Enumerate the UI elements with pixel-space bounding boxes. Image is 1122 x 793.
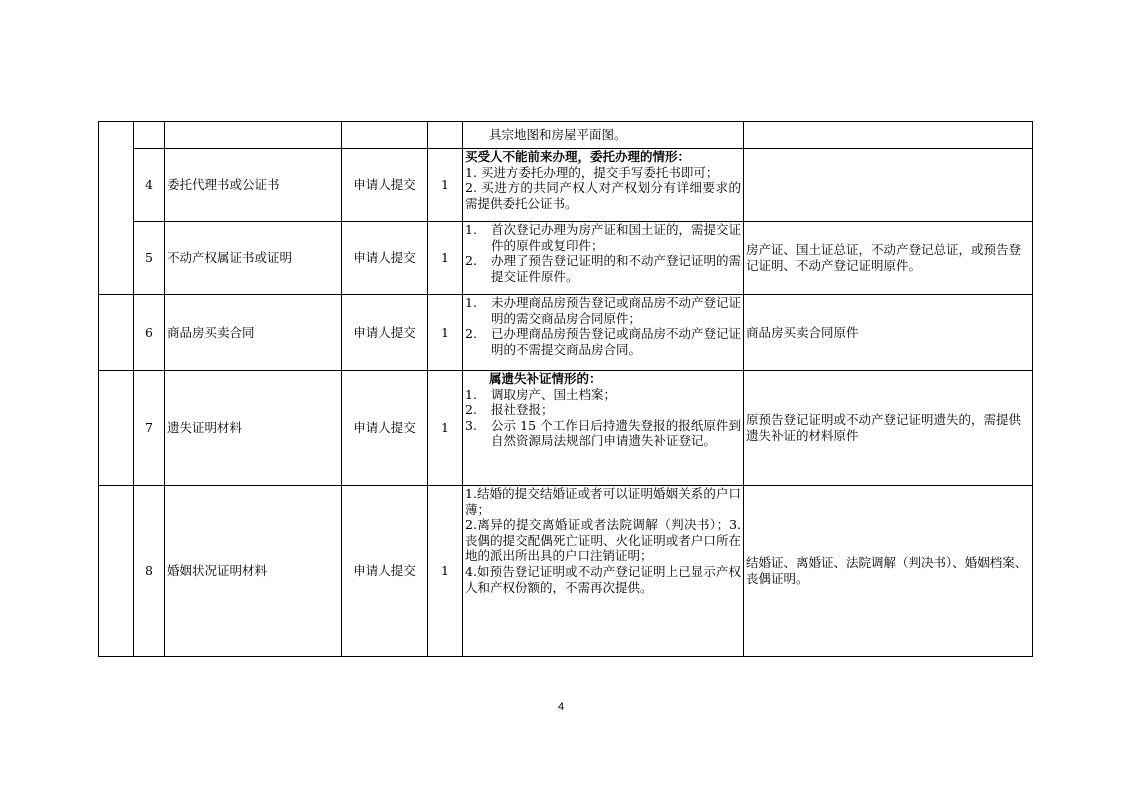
source-cell <box>342 122 428 149</box>
table-row-continuation <box>99 122 1033 149</box>
list-marker: 1. <box>465 386 477 402</box>
materials-table <box>98 121 1033 657</box>
description-cell <box>463 122 744 149</box>
remark-cell: 房产证、国土证总证，不动产登记总证，或预告登记证明、不动产登记证明原件。 <box>744 222 1033 295</box>
list-marker: 2. <box>465 326 477 342</box>
table-row <box>99 222 1033 295</box>
count-cell <box>428 122 463 149</box>
list-marker: 1. <box>465 222 477 237</box>
list-marker: 2. <box>465 253 477 269</box>
description-cell <box>463 295 744 371</box>
material-name: 委托代理书或公证书 <box>165 149 342 222</box>
row-number: 8 <box>134 486 165 657</box>
list-text: 办理了预告登记证明的和不动产登记证明的需提交证件原件。 <box>491 253 742 284</box>
material-count: 1 <box>428 149 463 222</box>
group-cell-a <box>99 122 134 295</box>
table-row <box>99 149 1033 222</box>
remark-cell: 原预告登记证明或不动产登记证明遗失的，需提供遗失补证的材料原件 <box>744 371 1033 486</box>
continuation-text: 具宗地图和房屋平面图。 <box>489 127 627 143</box>
page-number: 4 <box>557 701 565 713</box>
remark-cell <box>744 122 1033 149</box>
name-cell <box>165 122 342 149</box>
description-line: 2.离异的提交离婚证或者法院调解（判决书）；3.丧偶的提交配偶死亡证明、火化证明或者户口所在地的派出所出具的户口注销证明； <box>465 517 741 564</box>
group-cell-d <box>99 486 134 657</box>
description-cell <box>463 222 744 295</box>
table-row <box>99 486 1033 657</box>
description-line: 4.如预告登记证明或不动产登记证明上已显示产权人和产权份额的，不需再次提供。 <box>465 563 741 595</box>
material-count: 1 <box>428 295 463 371</box>
list-item <box>465 418 741 449</box>
table-row <box>99 295 1033 371</box>
material-source: 申请人提交 <box>342 295 428 371</box>
remark-cell: 结婚证、离婚证、法院调解（判决书）、婚姻档案、丧偶证明。 <box>744 486 1033 657</box>
description-cell <box>463 149 744 222</box>
description-cell <box>463 371 744 486</box>
material-name: 遗失证明材料 <box>165 371 342 486</box>
list-item <box>465 253 741 284</box>
list-item <box>465 222 741 253</box>
list-text: 调取房产、国土档案； <box>491 386 617 402</box>
remark-cell: 商品房买卖合同原件 <box>744 295 1033 371</box>
row-number: 7 <box>134 371 165 486</box>
list-text: 已办理商品房预告登记或商品房不动产登记证明的不需提交商品房合同。 <box>491 326 742 357</box>
list-text: 未办理商品房预告登记或商品房不动产登记证明的需交商品房合同原件； <box>491 295 742 326</box>
description-line: 1.结婚的提交结婚证或者可以证明婚姻关系的户口薄； <box>465 486 741 517</box>
material-source: 申请人提交 <box>342 486 428 657</box>
list-item <box>465 387 741 403</box>
list-item <box>465 295 741 326</box>
list-text: 报社登报； <box>491 402 554 418</box>
description-line: 2. 买进方的共同产权人对产权划分有详细要求的需提供委托公证书。 <box>465 180 741 211</box>
list-marker: 1. <box>465 295 477 310</box>
material-name: 婚姻状况证明材料 <box>165 486 342 657</box>
material-name: 商品房买卖合同 <box>165 295 342 371</box>
table-row <box>99 371 1033 486</box>
description-heading: 买受人不能前来办理，委托办理的情形： <box>465 149 691 164</box>
group-cell-b <box>99 295 134 371</box>
description-cell <box>463 486 744 657</box>
material-source: 申请人提交 <box>342 371 428 486</box>
material-count: 1 <box>428 222 463 295</box>
list-marker: 3. <box>465 417 477 433</box>
num-cell <box>134 122 165 149</box>
list-item <box>465 402 741 418</box>
list-text: 公示 15 个工作日后持遗失登报的报纸原件到自然资源局法规部门申请遗失补证登记。 <box>491 417 741 449</box>
material-count: 1 <box>428 486 463 657</box>
row-number: 4 <box>134 149 165 222</box>
list-item <box>465 326 741 357</box>
list-marker: 2. <box>465 402 477 418</box>
material-source: 申请人提交 <box>342 222 428 295</box>
material-name: 不动产权属证书或证明 <box>165 222 342 295</box>
material-count: 1 <box>428 371 463 486</box>
material-source: 申请人提交 <box>342 149 428 222</box>
description-heading: 属遗失补证情形的： <box>489 371 602 386</box>
row-number: 5 <box>134 222 165 295</box>
group-cell-c <box>99 371 134 486</box>
row-number: 6 <box>134 295 165 371</box>
remark-cell <box>744 149 1033 222</box>
description-line: 1. 买进方委托办理的，提交手写委托书即可； <box>465 164 719 180</box>
list-text: 首次登记办理为房产证和国土证的，需提交证件的原件或复印件； <box>491 222 742 253</box>
